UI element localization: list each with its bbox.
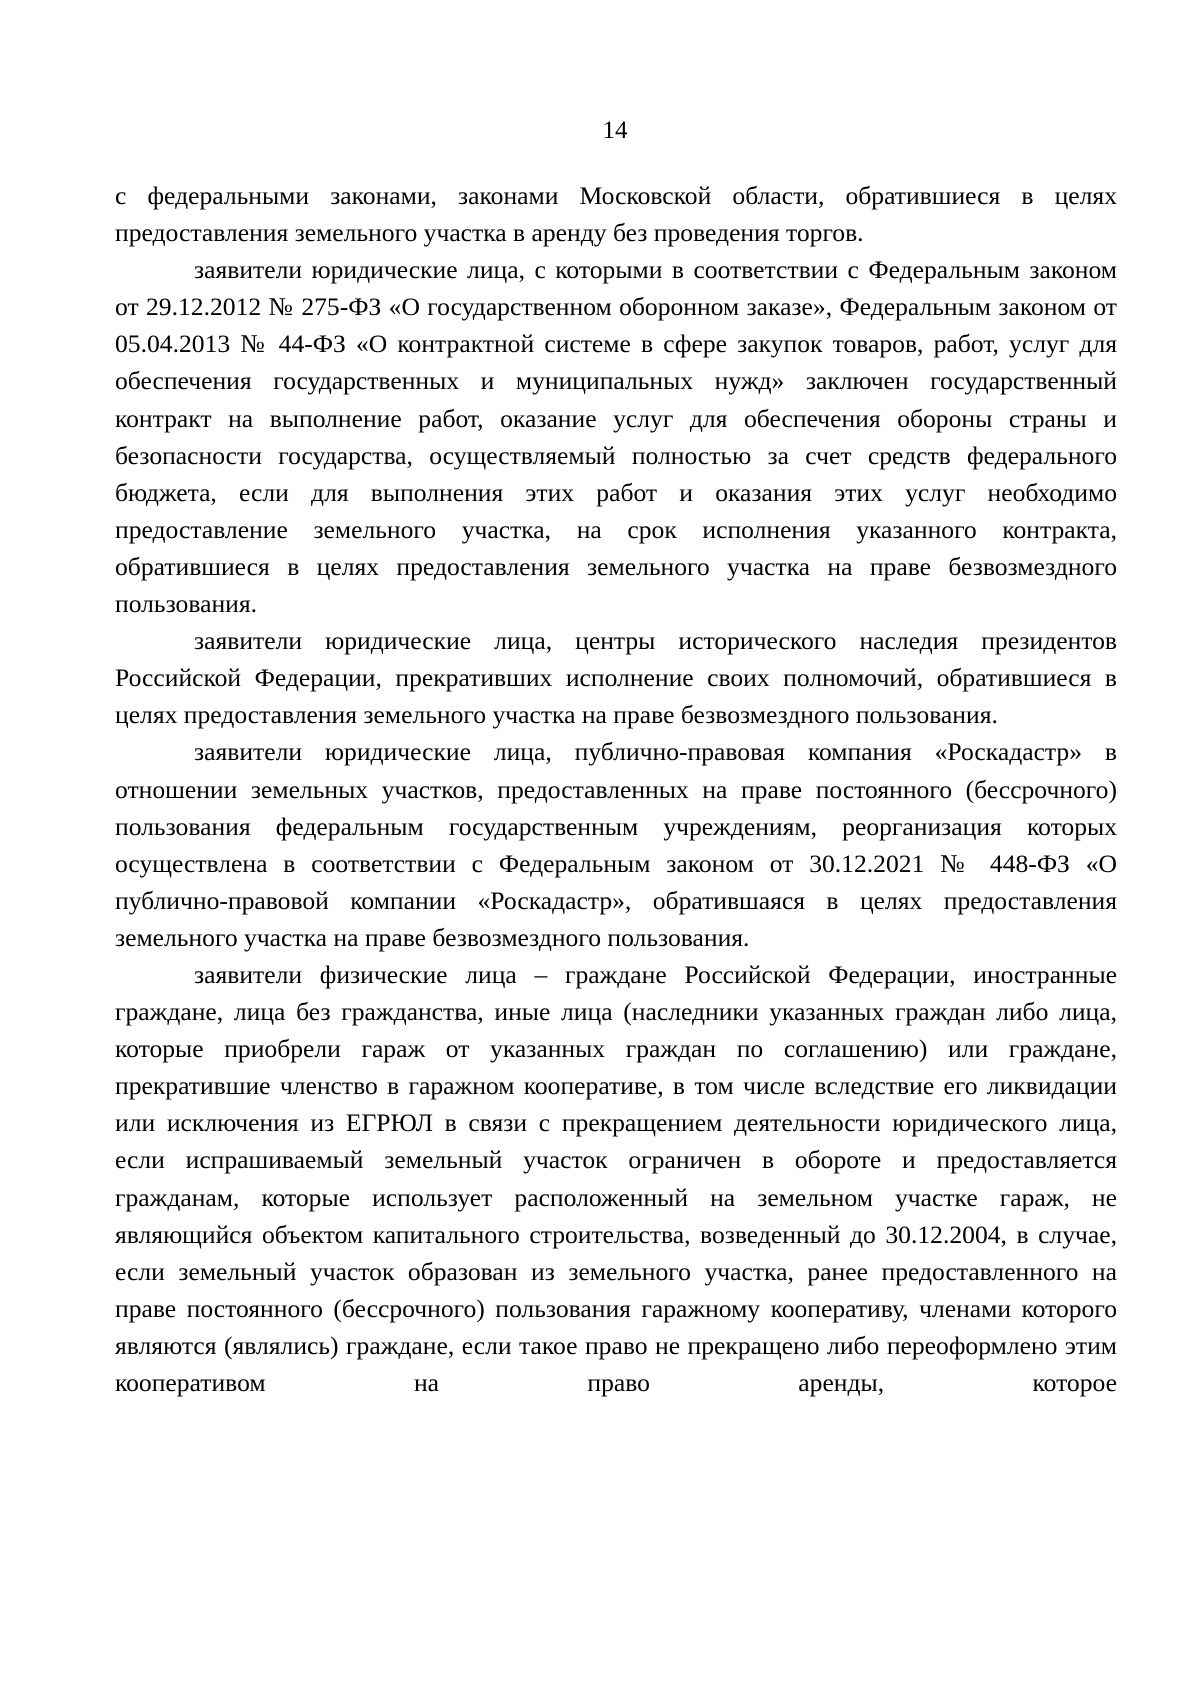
paragraph-1: с федеральными законами, законами Московской области, обратившиеся в целях предоставления земельного участка в аренду без проведения торгов.	[115, 181, 1117, 248]
paragraph-3: заявители юридические лица, центры исторического наследия президентов Российской Федерации, прекративших исполнение своих полномочий, обратившиеся в целях предоставления земельного участка на праве безвозмездного пользования.	[115, 626, 1117, 730]
document-body	[115, 177, 1117, 1401]
paragraph-4: заявители юридические лица, публично-правовая компания «Роскадастр» в отношении земельных участков, предоставленных на праве постоянного (бессрочного) пользования федеральным государственным учреждениям, реорганизация которых осуществлена в соответствии с Федеральным законом от 30.12.2021 № 448-ФЗ «О публично-правовой компании «Роскадастр», обратившаяся в целях предоставления земельного участка на праве безвозмездного пользования.	[115, 737, 1117, 952]
paragraph-2: заявители юридические лица, с которыми в соответствии с Федеральным законом от 29.12.2012 № 275-ФЗ «О государственном оборонном заказе», Федеральным законом от 05.04.2013 № 44-ФЗ «О контрактной системе в сфере закупок товаров, работ, услуг для обеспечения государственных и муниципальных нужд» заключен государственный контракт на выполнение работ, оказание услуг для обеспечения обороны страны и безопасности государства, осуществляемый полностью за счет средств федерального бюджета, если для выполнения этих работ и оказания этих услуг необходимо предоставление земельного участка, на срок исполнения указанного контракта, обратившиеся в целях предоставления земельного участка на праве безвозмездного пользования.	[115, 255, 1117, 619]
paragraph-5: заявители физические лица – граждане Российской Федерации, иностранные граждане, лица без гражданства, иные лица (наследники указанных граждан либо лица, которые приобрели гараж от указанных граждан по соглашению) или граждане, прекратившие членство в гаражном кооперативе, в том числе вследствие его ликвидации или исключения из ЕГРЮЛ в связи с прекращением деятельности юридического лица, если испрашиваемый земельный участок ограничен в обороте и предоставляется гражданам, которые использует расположенный на земельном участке гараж, не являющийся объектом капитального строительства, возведенный до 30.12.2004, в случае, если земельный участок образован из земельного участка, ранее предоставленного на праве постоянного (бессрочного) пользования гаражному кооперативу, членами которого являются (являлись) граждане, если такое право не прекращено либо переоформлено этим кооперативом на право аренды, которое	[115, 959, 1117, 1397]
page-number: 14	[602, 117, 628, 144]
